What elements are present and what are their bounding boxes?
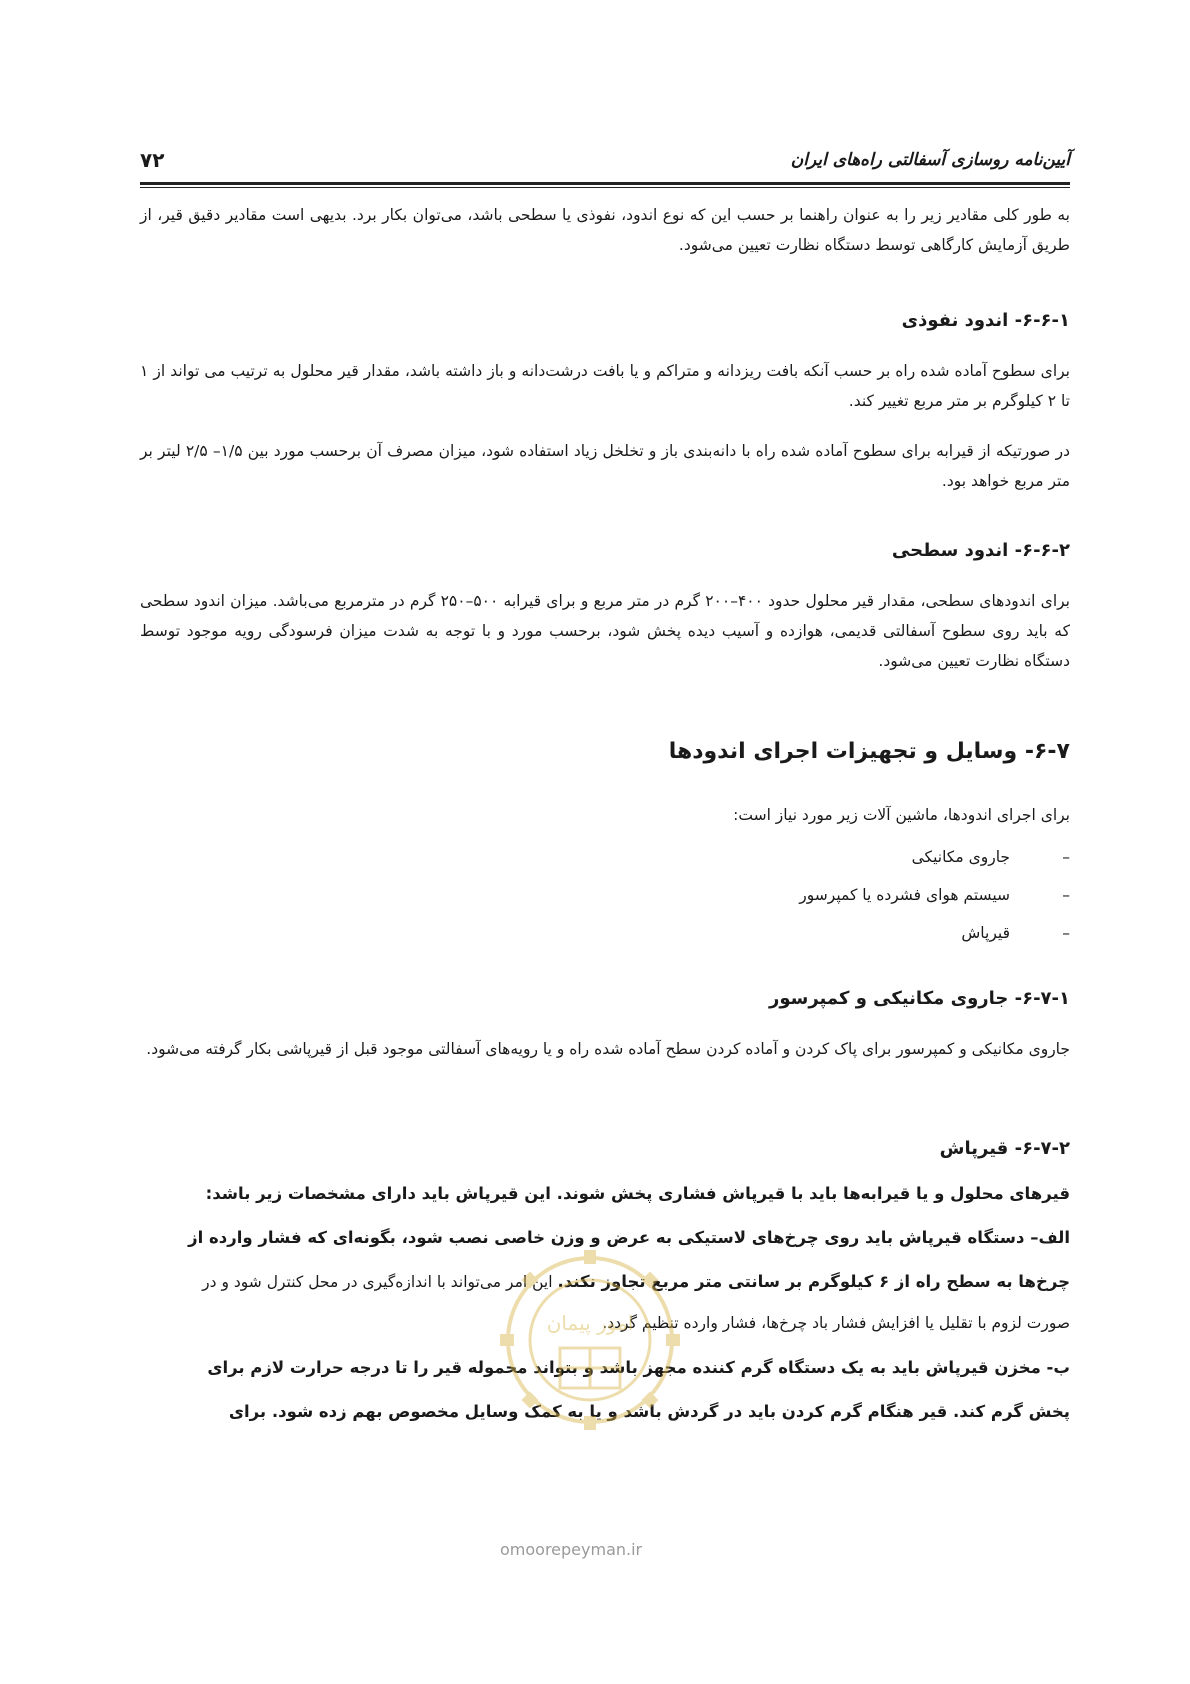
section-6-6-1-heading: ۶-۶-۱- اندود نفوذی xyxy=(901,310,1070,331)
page-number: ۷۲ xyxy=(140,148,165,172)
list-dash: – xyxy=(1062,886,1070,904)
section-6-6-1-paragraph-1: برای سطوح آماده شده راه بر حسب آنکه بافت ریزدانه و متراکم و یا بافت درشت‌دانه و باز داشته باشد، مقدار قیر محلول به ترتیب می تواند از ۱ تا ۲ کیلوگرم بر متر مربع تغییر کند. xyxy=(140,362,1070,410)
watermark-logo-text: امور پیمان xyxy=(546,1311,634,1335)
watermark-url: omoorepeyman.ir xyxy=(500,1540,643,1559)
gear-seal-icon xyxy=(490,1230,690,1450)
list-dash: – xyxy=(1062,924,1070,942)
running-title: آیین‌نامه روسازی آسفالتی راه‌های ایران xyxy=(790,150,1070,170)
section-6-6-2-heading: ۶-۶-۲- اندود سطحی xyxy=(891,540,1070,561)
item-be-line-1: ب- مخزن قیرپاش باید به یک دستگاه گرم کننده مجهز باشد و بتواند محموله قیر را تا درجه حرارت لازم برای xyxy=(207,1358,1070,1377)
section-6-7-1-paragraph: جاروی مکانیکی و کمپرسور برای پاک کردن و آماده کردن سطح آماده شده راه و یا رویه‌های آسفالتی موجود قبل از قیرپاشی بکار گرفته می‌شود. xyxy=(146,1040,1070,1058)
item-alef-plain-fragment: این امر می‌تواند با اندازه‌گیری در محل کنترل شود و در xyxy=(202,1273,558,1291)
section-6-7-heading: ۶-۷- وسایل و تجهیزات اجرای اندودها xyxy=(668,739,1070,764)
header-rule-thick xyxy=(140,182,1070,185)
item-alef-bold-fragment: چرخ‌ها به سطح راه از ۶ کیلوگرم بر سانتی متر مربع تجاوز نکند. xyxy=(557,1272,1070,1291)
header-rule-thin xyxy=(140,187,1070,188)
item-alef-line-3: صورت لزوم با تقلیل یا افزایش فشار باد چرخ‌ها، فشار وارده تنظیم گردد. xyxy=(602,1314,1070,1332)
section-6-7-intro: برای اجرای اندودها، ماشین آلات زیر مورد نیاز است: xyxy=(733,806,1070,824)
list-item-text: قیرپاش xyxy=(961,924,1010,942)
list-dash: – xyxy=(1062,848,1070,866)
watermark-logo xyxy=(490,1230,690,1450)
item-be-line-2: پخش گرم کند. قیر هنگام گرم کردن باید در گردش باشد و یا به کمک وسایل مخصوص بهم زده شود. برای xyxy=(228,1402,1070,1421)
item-alef-line-1: الف– دستگاه قیرپاش باید روی چرخ‌های لاستیکی به عرض و وزن خاصی نصب شود، بگونه‌ای که فشار وارده از xyxy=(188,1228,1070,1247)
list-item-text: سیستم هوای فشرده یا کمپرسور xyxy=(799,886,1010,904)
section-6-7-1-heading: ۶-۷-۱- جاروی مکانیکی و کمپرسور xyxy=(769,988,1070,1009)
list-item-text: جاروی مکانیکی xyxy=(911,848,1010,866)
section-6-6-1-paragraph-2: در صورتیکه از قیرابه برای سطوح آماده شده راه با دانه‌بندی باز و تخلخل زیاد استفاده شود، میزان مصرف آن برحسب مورد بین ۱/۵– ۲/۵ لیتر بر متر مربع خواهد بود. xyxy=(140,442,1070,490)
intro-paragraph: به طور کلی مقادیر زیر را به عنوان راهنما بر حسب این که نوع اندود، نفوذی یا سطحی باشد، می‌توان بکار برد. بدیهی است مقادیر دقیق قیر، از طریق آزمایش کارگاهی توسط دستگاه نظارت تعیین می‌شود. xyxy=(140,206,1070,254)
section-6-6-2-paragraph: برای اندودهای سطحی، مقدار قیر محلول حدود ۴۰۰–۲۰۰ گرم در متر مربع و برای قیرابه ۵۰۰–۲۵۰ گرم در مترمربع می‌باشد. میزان اندود سطحی که باید روی سطوح آسفالتی قدیمی، هوازده و آسیب دیده پخش شود، برحسب مورد و با توجه به شدت میزان فرسودگی رویه موجود توسط دستگاه نظارت تعیین می‌شود. xyxy=(140,592,1070,670)
section-6-7-2-heading: ۶-۷-۲- قیرپاش xyxy=(939,1138,1070,1159)
section-6-7-2-intro-line: قیرهای محلول و یا قیرابه‌ها باید با قیرپاش فشاری پخش شوند. این قیرپاش باید دارای مشخصات زیر باشد: xyxy=(205,1184,1070,1203)
page-header xyxy=(140,146,1070,180)
